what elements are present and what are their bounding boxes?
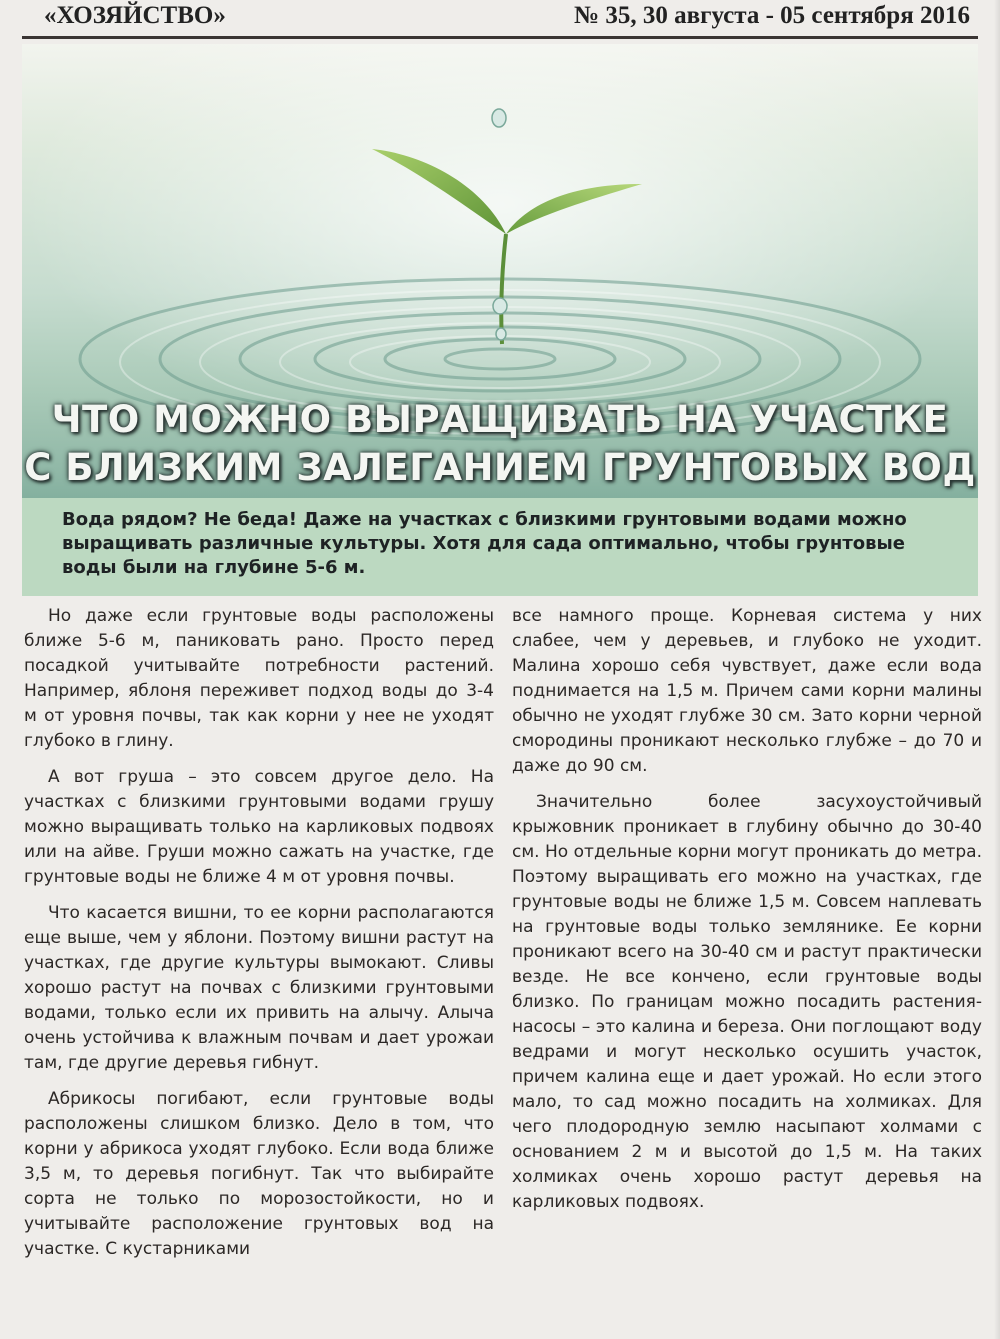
- body-column-right: [512, 604, 982, 1226]
- title-line-2: С БЛИЗКИМ ЗАЛЕГАНИЕМ ГРУНТОВЫХ ВОД: [24, 446, 976, 489]
- issue-date: № 35, 30 августа - 05 сентября 2016: [573, 2, 970, 29]
- section-name: «ХОЗЯЙСТВО»: [44, 2, 226, 29]
- body-paragraph: Но даже если грунтовые воды расположены ближе 5-6 м, паниковать рано. Просто перед посадкой учитывайте потребности растений. Например, яблоня переживет подход воды до 3-4 м от уровня почвы, так как корни у нее не уходят глубоко в глину.: [24, 606, 494, 751]
- page-edge-shadow: [994, 0, 1000, 1339]
- body-paragraph: все намного проще. Корневая система у них слабее, чем у деревьев, и глубоко не уходит. Малина хорошо себя чувствует, даже если вода поднимается на 1,5 м. Причем сами корни малины обычно не уходят глубже 30 см. Зато корни черной смородины проникают несколько глубже – до 70 и даже до 90 см.: [512, 606, 982, 776]
- lead-band: [22, 498, 978, 596]
- body-paragraph: Значительно более засухоустойчивый крыжовник проникает в глубину обычно до 30-40 см. Но отдельные корни могут проникать до метра. Поэтому выращивать его можно на участках, где грунтовые воды не ближе 1,5 м. Совсем наплевать на грунтовые воды только землянике. Ее корни проникают всего на 30-40 см и растут практически везде. Не все кончено, если грунтовые воды близко. По границам можно посадить растения-насосы – это калина и береза. Они поглощают воду ведрами и могут несколько осушить участок, причем калина еще и дает урожай. Но если этого мало, то сад можно посадить на холмиках. Для чего плодородную землю насыпают холмами с основанием 2 м и высотой до 1,5 м. На таких холмиках очень хорошо растут деревья на карликовых подвоях.: [512, 792, 982, 1212]
- body-paragraph: Что касается вишни, то ее корни располагаются еще выше, чем у яблони. Поэтому вишни растут на участках, где другие культуры вымокают. Сливы хорошо растут на почвах с близкими грунтовыми водами, только если их привить на алычу. Алыча очень устойчива к влажным почвам и дает урожаи там, где другие деревья гибнут.: [24, 903, 494, 1073]
- body-paragraph: А вот груша – это совсем другое дело. На участках с близкими грунтовыми водами грушу можно выращивать только на карликовых подвоях или на айве. Груши можно сажать на участке, где грунтовые воды не ближе 4 м от уровня почвы.: [24, 767, 494, 887]
- masthead-rule: [22, 36, 978, 39]
- lead-paragraph: Вода рядом? Не беда! Даже на участках с близкими грунтовыми водами можно выращивать различные культуры. Хотя для сада оптимально, чтобы грунтовые воды были на глубине 5-6 м.: [62, 509, 907, 578]
- title-line-1: ЧТО МОЖНО ВЫРАЩИВАТЬ НА УЧАСТКЕ: [51, 398, 949, 441]
- masthead: [0, 0, 1000, 34]
- article-title: [22, 396, 978, 492]
- body-column-left: [24, 604, 494, 1273]
- article-hero: [22, 44, 978, 596]
- body-paragraph: Абрикосы погибают, если грунтовые воды расположены слишком близко. Дело в том, что корни у абрикоса уходят глубоко. Если вода ближе 3,5 м, то деревья погибнут. Так что выбирайте сорта не только по морозостойкости, но и учитывайте расположение грунтовых вод на участке. С кустарниками: [24, 1089, 494, 1259]
